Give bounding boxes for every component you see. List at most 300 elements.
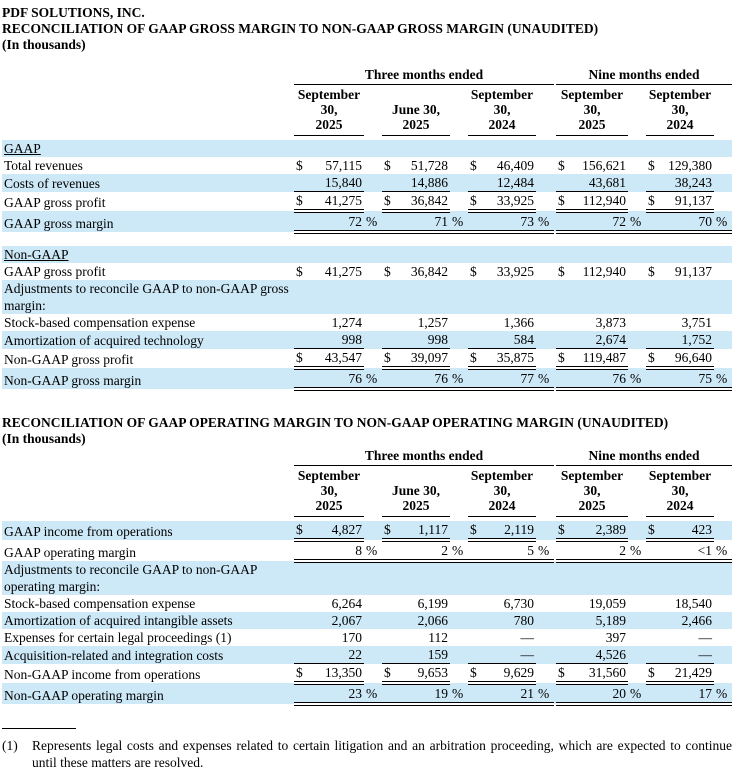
row-label: Adjustments to reconcile GAAP to non-GAAP operating margin:	[4, 562, 257, 594]
cell-value	[308, 280, 364, 314]
percent-sign	[364, 561, 382, 595]
row-label: Non-GAAP gross margin	[4, 373, 142, 388]
cell-value: 6,264	[331, 596, 362, 611]
cell-value: 8	[308, 540, 364, 561]
percent-sign	[628, 140, 646, 157]
percent-sign	[536, 349, 554, 369]
dollar-sign	[646, 595, 660, 612]
percent-sign	[536, 595, 554, 612]
dollar-sign	[646, 561, 660, 595]
date-header: September 30, 2024	[646, 85, 714, 136]
dollar-sign	[294, 140, 308, 157]
percent-sign: %	[450, 211, 468, 232]
date-header: September 30, 2024	[646, 466, 714, 517]
cell-value: 35,875	[482, 349, 536, 369]
percent-sign	[536, 314, 554, 331]
percent-sign	[628, 157, 646, 174]
cell-value: 19	[396, 683, 450, 704]
cell-value: 1,274	[331, 315, 362, 330]
cell-value: 6,199	[417, 596, 448, 611]
percent-sign	[364, 521, 382, 540]
percent-sign	[714, 174, 732, 192]
dollar-sign	[646, 140, 660, 157]
dollar-sign: $	[470, 158, 477, 173]
dollar-sign	[382, 540, 396, 561]
table-row	[2, 192, 732, 212]
dollar-sign: $	[556, 664, 570, 684]
dollar-sign	[294, 646, 308, 664]
dollar-sign: $	[382, 349, 396, 369]
cell-value: 41,275	[324, 264, 362, 279]
footnote	[2, 728, 732, 771]
dollar-sign	[382, 211, 396, 232]
cell-value: 1,752	[660, 331, 714, 349]
cell-value	[396, 246, 450, 263]
percent-sign: %	[536, 540, 554, 561]
table-row	[2, 612, 732, 629]
dollar-sign: $	[468, 521, 482, 540]
footnote-rule	[2, 728, 76, 729]
dollar-sign	[382, 314, 396, 331]
cell-value	[482, 140, 536, 157]
percent-sign	[628, 629, 646, 646]
cell-value: 18,540	[674, 596, 712, 611]
percent-sign	[536, 174, 554, 192]
cell-value: —	[482, 646, 536, 664]
table2-title: RECONCILIATION OF GAAP OPERATING MARGIN TO NON-GAAP OPERATING MARGIN (UNAUDITED)	[2, 415, 669, 430]
dollar-sign	[294, 314, 308, 331]
date-header: September 30, 2025	[556, 85, 628, 136]
cell-value: <1	[660, 540, 714, 561]
percent-sign	[364, 349, 382, 369]
table-row	[2, 561, 732, 595]
cell-value: 72	[308, 211, 364, 232]
dollar-sign	[468, 314, 482, 331]
cell-value: 3,873	[595, 315, 626, 330]
period-header-row	[2, 66, 732, 85]
percent-sign	[450, 280, 468, 314]
cell-value: 72	[570, 211, 628, 232]
table-row	[2, 683, 732, 704]
cell-value: 38,243	[660, 174, 714, 192]
document-header	[2, 5, 732, 53]
date-header: September 30, 2025	[556, 466, 628, 517]
dollar-sign: $	[646, 521, 660, 540]
cell-value	[570, 280, 628, 314]
percent-sign	[714, 192, 732, 212]
percent-sign	[714, 314, 732, 331]
cell-value	[482, 280, 536, 314]
three-months-header: Three months ended	[294, 66, 554, 85]
table2-header	[2, 415, 732, 447]
percent-sign	[450, 349, 468, 369]
percent-sign	[628, 246, 646, 263]
dollar-sign	[382, 629, 396, 646]
percent-sign	[364, 664, 382, 684]
percent-sign	[628, 664, 646, 684]
cell-value: 1,257	[417, 315, 448, 330]
dollar-sign: $	[648, 158, 655, 173]
dollar-sign: $	[294, 521, 308, 540]
percent-sign: %	[628, 683, 646, 704]
row-label: GAAP gross profit	[4, 195, 106, 210]
table-row	[2, 646, 732, 664]
percent-sign	[364, 140, 382, 157]
cell-value: 76	[570, 368, 628, 389]
cell-value: 4,526	[570, 646, 628, 664]
percent-sign: %	[714, 683, 732, 704]
dollar-sign	[556, 140, 570, 157]
cell-value: 12,484	[482, 174, 536, 192]
date-header-row	[2, 466, 732, 517]
percent-sign	[450, 157, 468, 174]
cell-value	[660, 140, 714, 157]
cell-value: 2,466	[681, 613, 712, 628]
dollar-sign	[382, 646, 396, 664]
dollar-sign	[382, 246, 396, 263]
percent-sign	[714, 612, 732, 629]
row-label: Adjustments to reconcile GAAP to non-GAAP gross margin:	[4, 281, 289, 313]
cell-value: 75	[660, 368, 714, 389]
percent-sign	[714, 561, 732, 595]
percent-sign	[364, 314, 382, 331]
dollar-sign	[294, 368, 308, 389]
dollar-sign	[382, 280, 396, 314]
dollar-sign	[646, 331, 660, 349]
percent-sign	[364, 246, 382, 263]
cell-value: 46,409	[496, 158, 534, 173]
cell-value: 129,380	[668, 158, 712, 173]
row-label: Expenses for certain legal proceedings (1)	[4, 630, 232, 645]
date-header: September 30, 2024	[468, 466, 536, 517]
table-row	[2, 140, 732, 157]
cell-value: 71	[396, 211, 450, 232]
percent-sign	[714, 629, 732, 646]
percent-sign	[450, 314, 468, 331]
percent-sign	[364, 280, 382, 314]
cell-value: 33,925	[496, 264, 534, 279]
cell-value	[660, 246, 714, 263]
cell-value: 36,842	[410, 264, 448, 279]
dollar-sign	[294, 540, 308, 561]
percent-sign	[714, 521, 732, 540]
table-row	[2, 331, 732, 349]
percent-sign: %	[364, 540, 382, 561]
dollar-sign	[556, 612, 570, 629]
dollar-sign: $	[384, 158, 391, 173]
cell-value: 4,827	[308, 521, 364, 540]
cell-value: 43,547	[308, 349, 364, 369]
percent-sign	[628, 192, 646, 212]
row-label: Amortization of acquired technology	[4, 332, 204, 348]
dollar-sign	[294, 612, 308, 629]
percent-sign	[536, 612, 554, 629]
cell-value: 2,674	[570, 331, 628, 349]
percent-sign: %	[364, 368, 382, 389]
dollar-sign	[294, 280, 308, 314]
dollar-sign: $	[296, 264, 303, 279]
cell-value: 15,840	[308, 174, 364, 192]
operating-margin-table	[2, 447, 732, 706]
dollar-sign	[468, 595, 482, 612]
dollar-sign: $	[646, 192, 660, 212]
cell-value: 159	[396, 646, 450, 664]
cell-value: 9,629	[482, 664, 536, 684]
table-row	[2, 664, 732, 684]
dollar-sign	[468, 246, 482, 263]
cell-value: 2,389	[570, 521, 628, 540]
dollar-sign	[556, 595, 570, 612]
percent-sign	[714, 646, 732, 664]
dollar-sign: $	[556, 349, 570, 369]
cell-value: 112,940	[582, 264, 626, 279]
dollar-sign: $	[468, 349, 482, 369]
row-label: GAAP operating margin	[4, 545, 136, 560]
date-header: September 30, 2025	[294, 85, 364, 136]
cell-value: 3,751	[681, 315, 712, 330]
date-header-row	[2, 85, 732, 136]
dollar-sign: $	[382, 521, 396, 540]
spacer-row	[2, 232, 732, 246]
dollar-sign	[556, 646, 570, 664]
dollar-sign	[646, 683, 660, 704]
percent-sign	[536, 263, 554, 280]
cell-value: —	[520, 630, 534, 645]
dollar-sign	[468, 540, 482, 561]
percent-sign	[536, 561, 554, 595]
row-label: Stock-based compensation expense	[4, 596, 196, 611]
percent-sign	[450, 629, 468, 646]
row-label: Amortization of acquired intangible assets	[4, 613, 233, 628]
dollar-sign: $	[382, 192, 396, 212]
percent-sign	[714, 280, 732, 314]
percent-sign	[450, 140, 468, 157]
table-row	[2, 629, 732, 646]
percent-sign	[628, 595, 646, 612]
row-label: Non-GAAP gross profit	[4, 352, 134, 367]
footnote-text: Represents legal costs and expenses related to certain litigation and an arbitration proceeding, which are expected to continue until these matters are resolved.	[32, 738, 732, 770]
dollar-sign	[468, 331, 482, 349]
dollar-sign	[468, 646, 482, 664]
percent-sign	[450, 612, 468, 629]
cell-value: 91,137	[660, 192, 714, 212]
dollar-sign	[646, 246, 660, 263]
dollar-sign	[294, 174, 308, 192]
cell-value: 397	[605, 630, 626, 645]
cell-value: 43,681	[570, 174, 628, 192]
cell-value: 14,886	[396, 174, 450, 192]
cell-value	[482, 246, 536, 263]
dollar-sign: $	[294, 349, 308, 369]
percent-sign	[536, 140, 554, 157]
percent-sign	[714, 157, 732, 174]
cell-value	[396, 561, 450, 595]
percent-sign	[450, 646, 468, 664]
cell-value: 36,842	[396, 192, 450, 212]
row-label: Acquisition-related and integration costs	[4, 647, 224, 663]
dollar-sign	[556, 211, 570, 232]
table-row	[2, 157, 732, 174]
cell-value: 9,653	[396, 664, 450, 684]
cell-value: 2,066	[417, 613, 448, 628]
dollar-sign	[294, 331, 308, 349]
table-row	[2, 540, 732, 561]
cell-value: 17	[660, 683, 714, 704]
cell-value: —	[660, 646, 714, 664]
percent-sign	[450, 521, 468, 540]
cell-value: 112	[428, 630, 448, 645]
percent-sign	[536, 629, 554, 646]
cell-value	[396, 140, 450, 157]
cell-value: 423	[660, 521, 714, 540]
dollar-sign	[556, 540, 570, 561]
cell-value: 57,115	[325, 158, 362, 173]
percent-sign	[364, 612, 382, 629]
dollar-sign	[468, 211, 482, 232]
percent-sign	[450, 331, 468, 349]
dollar-sign: $	[468, 664, 482, 684]
percent-sign	[536, 280, 554, 314]
dollar-sign	[382, 174, 396, 192]
dollar-sign	[556, 561, 570, 595]
dollar-sign	[294, 629, 308, 646]
dollar-sign	[382, 595, 396, 612]
table-row	[2, 521, 732, 540]
cell-value: 2	[570, 540, 628, 561]
dollar-sign: $	[646, 664, 660, 684]
percent-sign	[364, 595, 382, 612]
table-row	[2, 246, 732, 263]
dollar-sign	[646, 646, 660, 664]
dollar-sign	[468, 612, 482, 629]
dollar-sign: $	[646, 349, 660, 369]
percent-sign	[628, 331, 646, 349]
dollar-sign	[646, 211, 660, 232]
dollar-sign: $	[294, 192, 308, 212]
dollar-sign	[468, 174, 482, 192]
percent-sign	[628, 314, 646, 331]
cell-value: 998	[396, 331, 450, 349]
cell-value: 96,640	[660, 349, 714, 369]
percent-sign	[714, 664, 732, 684]
cell-value: 119,487	[570, 349, 628, 369]
percent-sign	[536, 646, 554, 664]
cell-value: 76	[308, 368, 364, 389]
row-label: GAAP gross profit	[4, 264, 106, 279]
units-note: (In thousands)	[2, 431, 86, 446]
cell-value: 21	[482, 683, 536, 704]
dollar-sign	[646, 540, 660, 561]
percent-sign	[628, 174, 646, 192]
date-header: June 30, 2025	[382, 85, 450, 136]
dollar-sign	[468, 280, 482, 314]
percent-sign	[364, 331, 382, 349]
cell-value: 31,560	[570, 664, 628, 684]
percent-sign	[536, 664, 554, 684]
percent-sign	[714, 349, 732, 369]
table-row	[2, 314, 732, 331]
dollar-sign: $	[558, 264, 565, 279]
table-row	[2, 349, 732, 369]
table-row	[2, 595, 732, 612]
dollar-sign	[468, 368, 482, 389]
percent-sign	[628, 280, 646, 314]
table-row	[2, 211, 732, 232]
footnote-marker: (1)	[2, 738, 18, 753]
percent-sign	[714, 331, 732, 349]
percent-sign	[536, 246, 554, 263]
cell-value: 91,137	[674, 264, 712, 279]
table-row	[2, 263, 732, 280]
dollar-sign	[646, 368, 660, 389]
dollar-sign	[468, 140, 482, 157]
row-label: Total revenues	[4, 158, 83, 173]
percent-sign: %	[628, 540, 646, 561]
cell-value: 77	[482, 368, 536, 389]
percent-sign	[364, 192, 382, 212]
percent-sign: %	[714, 211, 732, 232]
percent-sign	[536, 521, 554, 540]
table-row	[2, 368, 732, 389]
cell-value: 13,350	[308, 664, 364, 684]
dollar-sign	[556, 368, 570, 389]
percent-sign	[364, 629, 382, 646]
row-label: GAAP gross margin	[4, 216, 114, 231]
dollar-sign	[382, 683, 396, 704]
percent-sign	[364, 646, 382, 664]
table-row	[2, 174, 732, 192]
dollar-sign	[646, 174, 660, 192]
dollar-sign	[556, 314, 570, 331]
percent-sign: %	[536, 368, 554, 389]
period-header-row	[2, 447, 732, 466]
cell-value: 2	[396, 540, 450, 561]
dollar-sign: $	[296, 158, 303, 173]
dollar-sign	[294, 561, 308, 595]
cell-value: 1,366	[503, 315, 534, 330]
date-header: September 30, 2025	[294, 466, 364, 517]
percent-sign: %	[536, 683, 554, 704]
percent-sign	[628, 612, 646, 629]
percent-sign: %	[714, 540, 732, 561]
cell-value: —	[698, 630, 712, 645]
cell-value: 6,730	[503, 596, 534, 611]
row-label: Non-GAAP income from operations	[4, 667, 201, 682]
dollar-sign: $	[648, 264, 655, 279]
cell-value: 51,728	[410, 158, 448, 173]
percent-sign: %	[364, 683, 382, 704]
cell-value: 998	[308, 331, 364, 349]
cell-value: 23	[308, 683, 364, 704]
table1-title: RECONCILIATION OF GAAP GROSS MARGIN TO NON-GAAP GROSS MARGIN (UNAUDITED)	[2, 21, 599, 36]
dollar-sign	[556, 174, 570, 192]
dollar-sign	[382, 140, 396, 157]
percent-sign: %	[536, 211, 554, 232]
row-label: GAAP income from operations	[4, 524, 173, 539]
percent-sign: %	[450, 683, 468, 704]
percent-sign	[628, 521, 646, 540]
percent-sign	[628, 646, 646, 664]
cell-value: 1,117	[396, 521, 450, 540]
percent-sign: %	[628, 368, 646, 389]
cell-value: 156,621	[582, 158, 626, 173]
cell-value	[660, 561, 714, 595]
dollar-sign	[556, 246, 570, 263]
cell-value: 170	[341, 630, 362, 645]
cell-value: 5,189	[595, 613, 626, 628]
dollar-sign	[556, 683, 570, 704]
cell-value: 21,429	[660, 664, 714, 684]
